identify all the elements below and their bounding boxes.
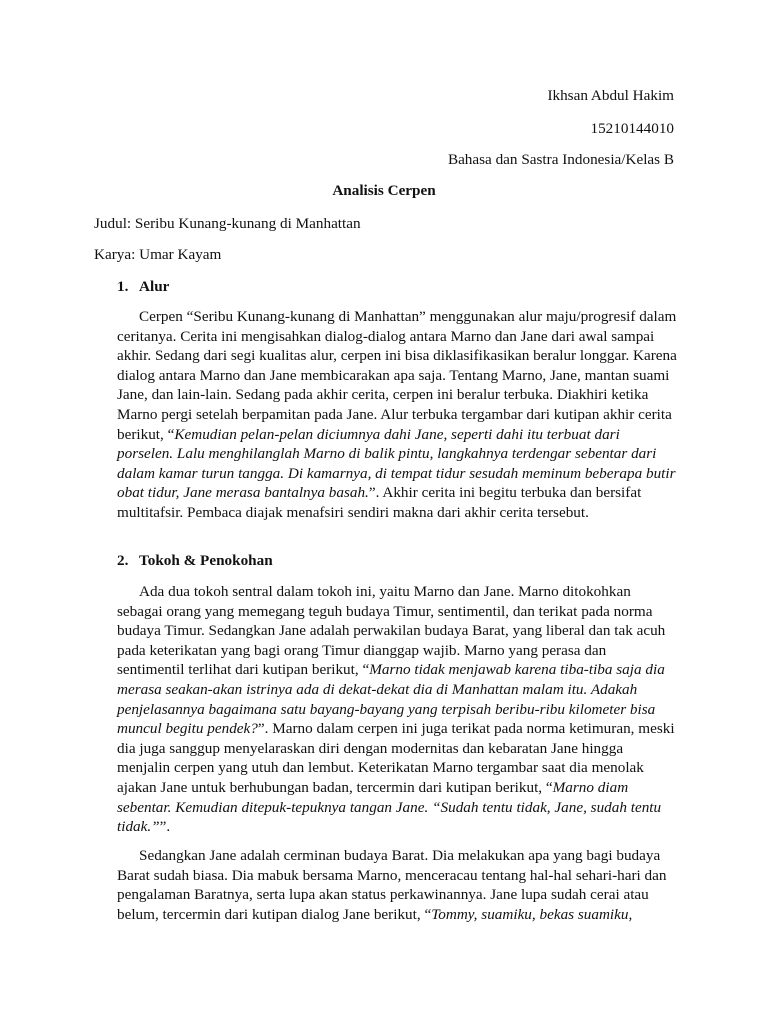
page-title: Analisis Cerpen xyxy=(332,182,436,199)
section-title: Tokoh & Penokohan xyxy=(139,552,273,569)
paragraph-tokoh-1 xyxy=(117,582,677,837)
quote-text: Marno diam sebentar. Kemudian ditepuk-tepuknya tangan Jane. “Sudah tentu tidak, Jane, sudah tentu tidak.” xyxy=(117,778,662,836)
quote-text: Tommy, suamiku, bekas suamiku, xyxy=(431,905,633,923)
paragraph-text: ”. Marno dalam cerpen ini juga terikat pada norma ketimuran, meski dia juga sanggup menyelaraskan diri dengan modernitas dan kebaratan Jane hingga menjalin cerpen yang utuh dan lembut. Keterikatan Marno tergambar saat dia menolak ajakan Jane untuk berhubungan badan, tercermin dari kutipan berikut, “ xyxy=(117,720,675,796)
paragraph-text: Cerpen “Seribu Kunang-kunang di Manhattan” menggunakan alur maju/progresif dalam ceritanya. Cerita ini mengisahkan dialog-dialog antara Marno dan Jane dari awal sampai akhir. Sedang dari segi kualitas alur, cerpen ini bisa diklasifikasikan beralur longgar. Karena dialog antara Marno dan Jane membicarakan apa saja. Tentang Marno, Jane, mantan suami Jane, dan lain-lain. Sedang pada akhir cerita, cerpen ini beralur terbuka. Diakhiri ketika Marno pergi setelah berpamitan pada Jane. Alur terbuka tergambar dari kutipan akhir cerita berikut, “ xyxy=(117,308,677,443)
author-name: Ikhsan Abdul Hakim xyxy=(547,87,674,104)
paragraph-text: ”. Akhir cerita ini begitu terbuka dan bersifat multitafsir. Pembaca diajak menafsiri sendiri makna dari akhir cerita tersebut. xyxy=(117,484,642,521)
section-heading-tokoh xyxy=(117,552,273,570)
section-number: 2. xyxy=(117,552,129,569)
story-title: Judul: Seribu Kunang-kunang di Manhattan xyxy=(94,215,361,232)
story-author: Karya: Umar Kayam xyxy=(94,246,222,263)
paragraph-text: Sedangkan Jane adalah cerminan budaya Barat. Dia melakukan apa yang bagi budaya Barat sudah biasa. Dia mabuk bersama Marno, menceracau tentang hal-hal sehari-hari dan pengalaman Baratnya, serta lupa akan status perkawinannya. Jane lupa sudah cerai atau belum, tercermin dari kutipan dialog Jane berikut, “ xyxy=(117,847,667,923)
paragraph-tokoh-2 xyxy=(117,846,677,924)
quote-text: Kemudian pelan-pelan diciumnya dahi Jane, seperti dahi itu terbuat dari porselen. Lalu menghilanglah Marno di balik pintu, langkahnya terdengar sebentar dari dalam kamar turun tangga. Di kamarnya, di tempat tidur sesudah meminum beberapa butir obat tidur, Jane merasa bantalnya basah. xyxy=(117,425,676,502)
program-class: Bahasa dan Sastra Indonesia/Kelas B xyxy=(447,151,674,168)
paragraph-alur xyxy=(117,307,677,523)
section-heading-alur xyxy=(117,278,169,296)
section-title: Alur xyxy=(139,278,170,295)
section-number: 1. xyxy=(117,278,129,295)
paragraph-text: Ada dua tokoh sentral dalam tokoh ini, yaitu Marno dan Jane. Marno ditokohkan sebagai orang yang memegang teguh budaya Timur, sentimentil, dan terikat pada norma budaya Timur. Sedangkan Jane adalah perwakilan budaya Barat, yang liberal dan tak acuh pada keterikatan yang bagi orang Timur dianggap wajib. Marno yang perasa dan sentimentil terlihat dari kutipan berikut, “ xyxy=(117,583,666,679)
student-id: 15210144010 xyxy=(590,120,674,137)
paragraph-text: ”. xyxy=(159,818,171,836)
quote-text: Marno tidak menjawab karena tiba-tiba saja dia merasa seakan-akan istrinya ada di dekat-dekat dia di Manhattan malam itu. Adakah penjelasannya bagaimana satu bayang-bayang yang terpisah beribu-ribu kilometer bisa muncul begitu pendek? xyxy=(117,661,665,738)
